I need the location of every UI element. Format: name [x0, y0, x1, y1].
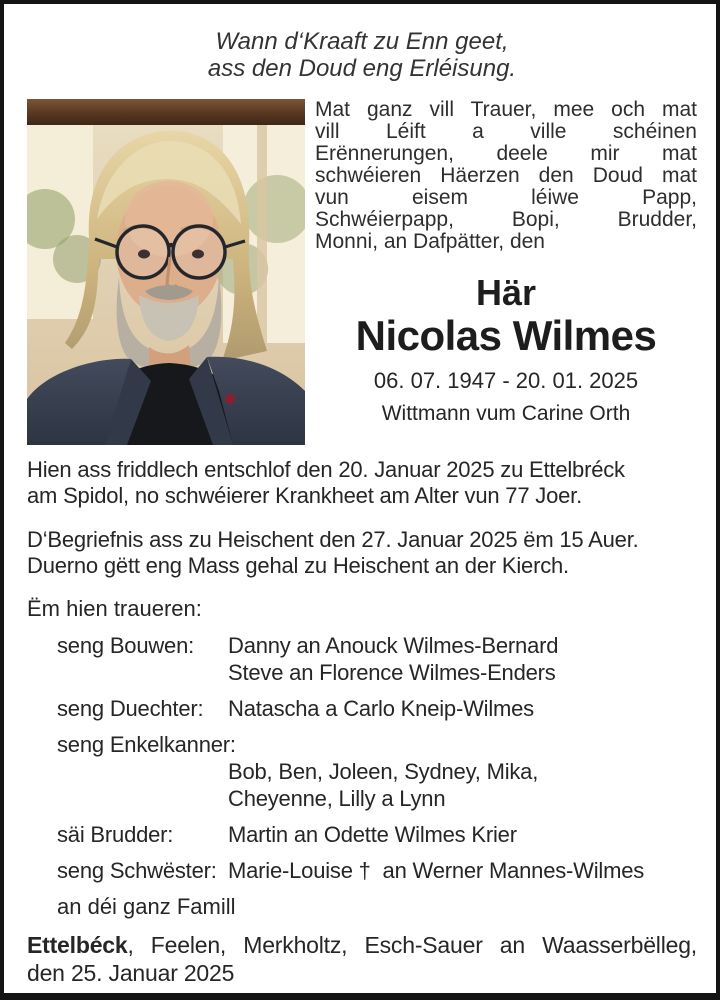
intro-line: vill Léift a ville schéinen — [315, 120, 697, 143]
portrait-photo-illustration — [27, 99, 305, 445]
deceased-dates: 06. 07. 1947 - 20. 01. 2025 — [373, 368, 639, 393]
quote-line-2: ass den Doud eng Erléisung. — [207, 55, 517, 82]
entry-values — [228, 857, 644, 884]
entry-value: Bob, Ben, Joleen, Sydney, Mika, — [228, 759, 539, 784]
deceased-block — [315, 273, 697, 425]
mourning-closing: an déi ganz Famill — [57, 894, 236, 919]
top-section — [27, 99, 697, 445]
portrait-photo — [27, 99, 305, 445]
mourning-entry-daughter — [57, 695, 697, 722]
mourning-entry-sister — [57, 857, 697, 884]
intro-paragraph — [315, 99, 697, 253]
entry-value: Martin an Odette Wilmes Krier — [228, 822, 517, 847]
entry-value: Cheyenne, Lilly a Lynn — [228, 786, 446, 811]
intro-line: schwéieren Häerzen den Doud mat — [315, 164, 697, 187]
entry-values — [228, 821, 517, 848]
entry-values — [228, 695, 534, 722]
entry-value: Marie-Louise † an Werner Mannes-Wilmes — [228, 858, 645, 883]
death-paragraph — [27, 457, 697, 509]
entry-label: seng Schwëster: — [57, 858, 217, 883]
mourning-list — [27, 632, 697, 920]
intro-line: Schwéierpapp, Bopi, Brudder, — [315, 208, 697, 231]
entry-value: Danny an Anouck Wilmes-Bernard — [228, 633, 559, 658]
intro-line: vun eisem léiwe Papp, — [315, 186, 697, 209]
funeral-line-1: D‘Begriefnis ass zu Heischent den 27. Januar 2025 ëm 15 Auer. — [27, 527, 639, 552]
deceased-relation: Wittmann vum Carine Orth — [381, 402, 631, 425]
footer-places-rest: , Feelen, Merkholtz, Esch-Sauer an Waasserbëlleg, — [127, 932, 697, 958]
entry-values — [228, 632, 558, 686]
funeral-line-2: Duerno gëtt eng Mass gehal zu Heischent an der Kierch. — [27, 553, 569, 578]
entry-values — [228, 758, 697, 812]
entry-label: säi Brudder: — [57, 822, 174, 847]
entry-value: Steve an Florence Wilmes-Enders — [228, 660, 556, 685]
entry-label: seng Bouwen: — [57, 633, 195, 658]
opening-quote — [27, 28, 697, 82]
intro-column — [315, 99, 697, 445]
entry-label: seng Enkelkanner: — [57, 732, 236, 757]
intro-line: Erënnerungen, deele mir mat — [315, 142, 697, 165]
deceased-name: Nicolas Wilmes — [355, 312, 657, 359]
deceased-title: Här — [475, 272, 537, 313]
intro-line: Monni, an Dafpätter, den — [315, 230, 545, 253]
mourning-entry-sons — [57, 632, 697, 686]
quote-line-1: Wann d‘Kraaft zu Enn geet, — [215, 28, 509, 55]
mourning-entry-brother — [57, 821, 697, 848]
entry-label: seng Duechter: — [57, 696, 204, 721]
mourning-entry-grandchildren — [57, 731, 697, 812]
death-line-2: am Spidol, no schwéierer Krankheet am Alter vun 77 Joer. — [27, 483, 582, 508]
footer-place-main: Ettelbéck — [27, 932, 128, 958]
death-line-1: Hien ass friddlech entschlof den 20. Januar 2025 zu Ettelbréck — [27, 457, 625, 482]
funeral-paragraph — [27, 527, 697, 579]
footer-date: den 25. Januar 2025 — [27, 960, 235, 986]
intro-line: Mat ganz vill Trauer, mee och mat — [315, 98, 697, 121]
mourning-heading: Ëm hien traueren: — [27, 596, 202, 621]
entry-value: Natascha a Carlo Kneip-Wilmes — [228, 696, 534, 721]
footer-places — [27, 931, 697, 959]
footer — [27, 931, 697, 987]
